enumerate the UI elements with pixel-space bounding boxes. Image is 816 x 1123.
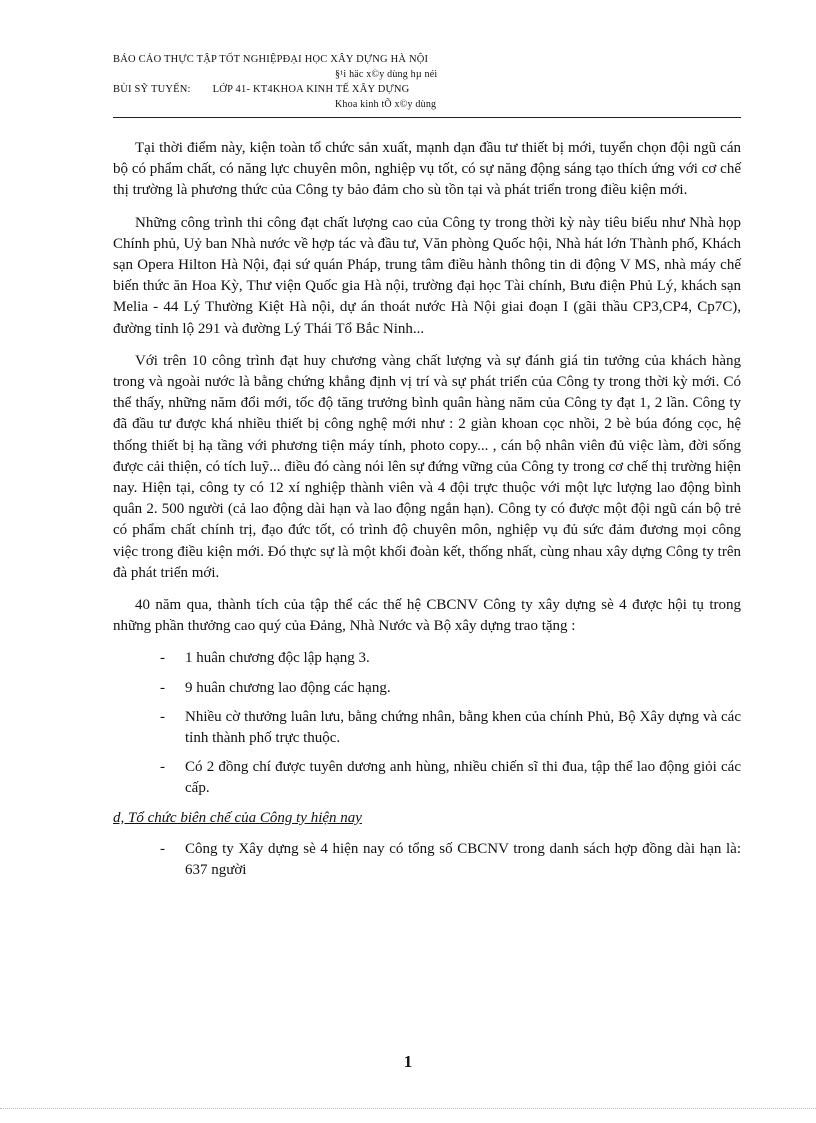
paragraph-4: 40 năm qua, thành tích của tập thể các thế hệ CBCNV Công ty xây dựng sè 4 được hội tụ trong những phần thưởng cao quý của Đảng, Nhà Nước và Bộ xây dựng trao tặng : [113, 597, 741, 635]
section-heading: d, Tổ chức biên chế của Công ty hiện nay [113, 809, 362, 826]
paragraph-3: Với trên 10 công trình đạt huy chương vàng chất lượng và sự đánh giá tin tưởng của khách hàng trong và ngoài nước là bằng chứng khẳng định vị trí và sự phát triển của Công ty trong thời kỳ mới. Có thể thấy, những năm đổi mới, tốc độ tăng trưởng bình quân hàng năm của Công ty đạt 1, 2 lần. Công ty đã đầu tư được khá nhiều thiết bị công nghệ mới như : 2 giàn khoan cọc nhồi, 2 bè búa đóng cọc, hệ thống thiết bị hạ tầng với phương tiện máy tính, photo copy... , cán bộ nhân viên đủ việc làm, đời sống được cải thiện, có tích luỹ... điều đó càng nói lên sự đứng vững của Công ty trong cơ chế thị trường hiện nay. Hiện tại, công ty có 12 xí nghiệp thành viên và 4 đội trực thuộc với một lực lượng lao động bình quân 2. 500 người (cả lao động dài hạn và lao động ngắn hạn). Công ty có được một đội ngũ cán bộ trẻ có phẩm chất chính trị, đạo đức tốt, có trình độ chuyên môn, nghiệp vụ đủ sức đảm đương mọi công việc trong điều kiện mới. Đó thực sự là một khối đoàn kết, thống nhất, cùng nhau xây dựng Công ty trên đà phát triển mới. [113, 352, 741, 581]
header-author: BÙI SỸ TUYẾN: [113, 84, 191, 95]
page-number: 1 [403, 1052, 413, 1071]
header-rule [113, 117, 741, 118]
dash-bullet: - [160, 840, 165, 857]
header-class-faculty: LỚP 41- KT4KHOA KINH TẾ XÂY DỰNG [212, 84, 410, 95]
list-item-text: Có 2 đồng chí được tuyên dương anh hùng, nhiều chiến sĩ thi đua, tập thể lao động giỏi các cấp. [185, 759, 741, 797]
list-item [113, 648, 741, 669]
document-body [113, 138, 741, 889]
list-item-text: Công ty Xây dựng sè 4 hiện nay có tổng số CBCNV trong danh sách hợp đồng dài hạn là: 637 người [185, 840, 741, 879]
list-item [113, 678, 741, 699]
paragraph-1: Tại thời điểm này, kiện toàn tổ chức sản xuất, mạnh dạn đầu tư thiết bị mới, tuyển chọn đội ngũ cán bộ có phẩm chất, có năng lực chuyên môn, nghiệp vụ tốt, có sự năng động sáng tạo thích ứng với cơ chế thị trường là phương thức của Công ty bảo đảm cho sù tồn tại và phát triển trong điều kiện mới. [113, 140, 741, 199]
list-item [113, 839, 741, 881]
header-report-title: BÁO CÁO THỰC TẬP TỐT NGHIỆPĐẠI HỌC XÂY DỰNG HÀ NỘI [113, 54, 429, 65]
list-item [113, 757, 741, 799]
paragraph-2: Những công trình thi công đạt chất lượng cao của Công ty trong thời kỳ này tiêu biểu như Nhà họp Chính phủ, Uỷ ban Nhà nước về hợp tác và đầu tư, Văn phòng Quốc hội, Nhà hát lớn Thành phố, Khách sạn Opera Hilton Hà Nội, đại sứ quán Pháp, trung tâm điều hành thông tin di động V MS, nhà máy chế biến thức ăn Hoa Kỳ, Thư viện Quốc gia Hà nội, trường đại học Tài chính, Bưu điện Phủ Lý, khách sạn Melia - 44 Lý Thường Kiệt Hà nội, dự án thoát nước Hà Nội giai đoạn I (gãi thầu CP3,CP4, Cp7C), đường tỉnh lộ 291 và đường Lý Thái Tổ Bắc Ninh... [113, 214, 741, 337]
dash-bullet: - [160, 759, 165, 776]
header-university-legacy: §¹i häc x©y dùng hµ néi [335, 69, 438, 80]
header-author-line [113, 82, 738, 97]
dash-bullet: - [160, 708, 165, 725]
header-faculty-legacy: Khoa kinh tÕ x©y dùng [335, 99, 437, 110]
dash-bullet: - [160, 679, 165, 696]
page-bottom-edge [0, 1108, 816, 1109]
dash-bullet: - [160, 650, 165, 667]
list-item-text: 9 huân chương lao động các hạng. [185, 679, 391, 696]
staffing-list [113, 839, 741, 881]
awards-list [113, 648, 741, 799]
list-item-text: 1 huân chương độc lập hạng 3. [185, 650, 370, 667]
list-item-text: Nhiều cờ thưởng luân lưu, bằng chứng nhân, bằng khen của chính Phủ, Bộ Xây dựng và các tỉnh thành phố trực thuộc. [185, 708, 741, 747]
list-item [113, 707, 741, 749]
page-header [113, 52, 738, 112]
